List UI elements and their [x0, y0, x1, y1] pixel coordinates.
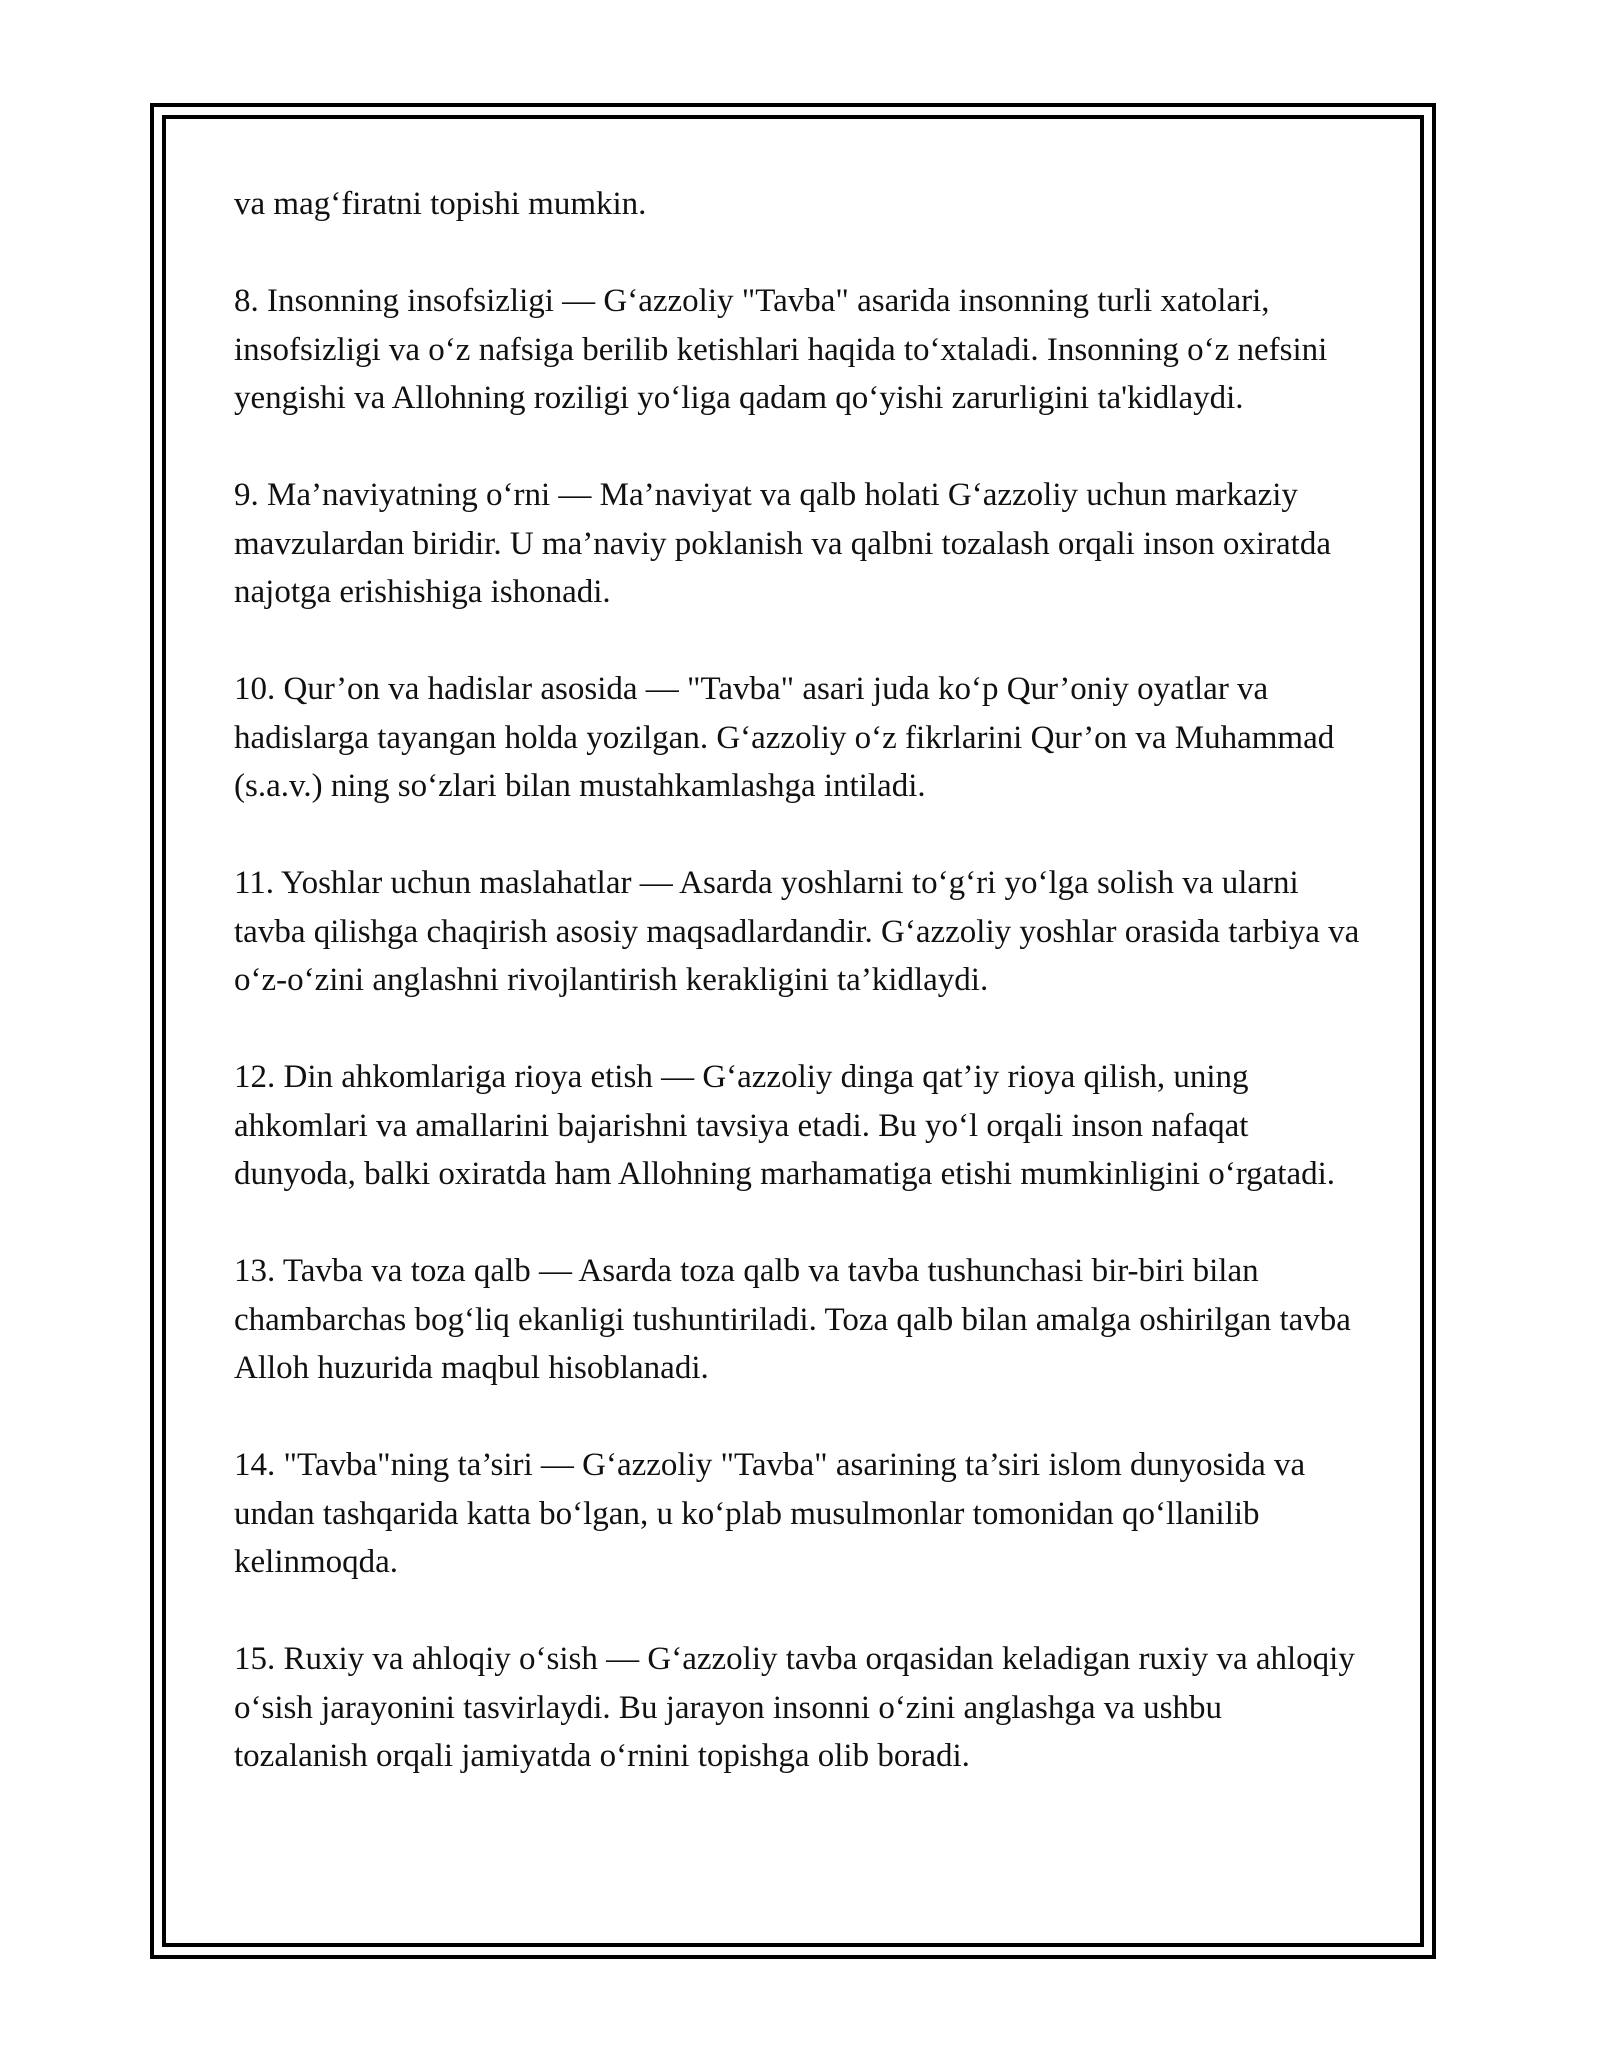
paragraph-item-8: 8. Insonning insofsizligi — G‘azzoliy "Tavba" asarida insonning turli xatolari, insofsizligi va o‘z nafsiga berilib ketishlari haqida to‘xtaladi. Insonning o‘z nefsini yengishi va Allohning roziligi yo‘liga qadam qo‘yishi zarurligini ta'kidlaydi.: [234, 283, 1328, 416]
paragraph-item-11: 11. Yoshlar uchun maslahatlar — Asarda yoshlarni to‘g‘ri yo‘lga solish va ularni tavba qilishga chaqirish asosiy maqsadlardandir. G‘azzoliy yoshlar orasida tarbiya va o‘z-o‘zini anglashni rivojlantirish kerakligini ta’kidlaydi.: [234, 865, 1360, 998]
paragraph-item-10: 10. Qur’on va hadislar asosida — "Tavba" asari juda ko‘p Qur’oniy oyatlar va hadislarga tayangan holda yozilgan. G‘azzoliy o‘z fikrlarini Qur’on va Muhammad (s.a.v.) ning so‘zlari bilan mustahkamlashga intiladi.: [234, 671, 1335, 804]
paragraph-item-12: 12. Din ahkomlariga rioya etish — G‘azzoliy dinga qat’iy rioya qilish, uning ahkomlari va amallarini bajarishni tavsiya etadi. Bu yo‘l orqali inson nafaqat dunyoda, balki oxiratda ham Allohning marhamatiga etishi mumkinligini o‘rgatadi.: [234, 1059, 1336, 1192]
paragraph-item-9: 9. Ma’naviyatning o‘rni — Ma’naviyat va qalb holati G‘azzoliy uchun markaziy mavzulardan biridir. U ma’naviy poklanish va qalbni tozalash orqali inson oxiratda najotga erishishiga ishonadi.: [234, 477, 1331, 610]
document-body: [234, 180, 1364, 1781]
paragraph-item-13: 13. Tavba va toza qalb — Asarda toza qalb va tavba tushunchasi bir-biri bilan chambarchas bog‘liq ekanligi tushuntiriladi. Toza qalb bilan amalga oshirilgan tavba Alloh huzurida maqbul hisoblanadi.: [234, 1253, 1351, 1386]
paragraph-continuation: va mag‘firatni topishi mumkin.: [234, 186, 647, 222]
paragraph-item-15: 15. Ruxiy va ahloqiy o‘sish — G‘azzoliy tavba orqasidan keladigan ruxiy va ahloqiy o‘sish jarayonini tasvirlaydi. Bu jarayon insonni o‘zini anglashga va ushbu tozalanish orqali jamiyatda o‘rnini topishga olib boradi.: [234, 1641, 1355, 1774]
paragraph-item-14: 14. "Tavba"ning ta’siri — G‘azzoliy "Tavba" asarining ta’siri islom dunyosida va undan tashqarida katta bo‘lgan, u ko‘plab musulmonlar tomonidan qo‘llanilib kelinmoqda.: [234, 1447, 1306, 1580]
